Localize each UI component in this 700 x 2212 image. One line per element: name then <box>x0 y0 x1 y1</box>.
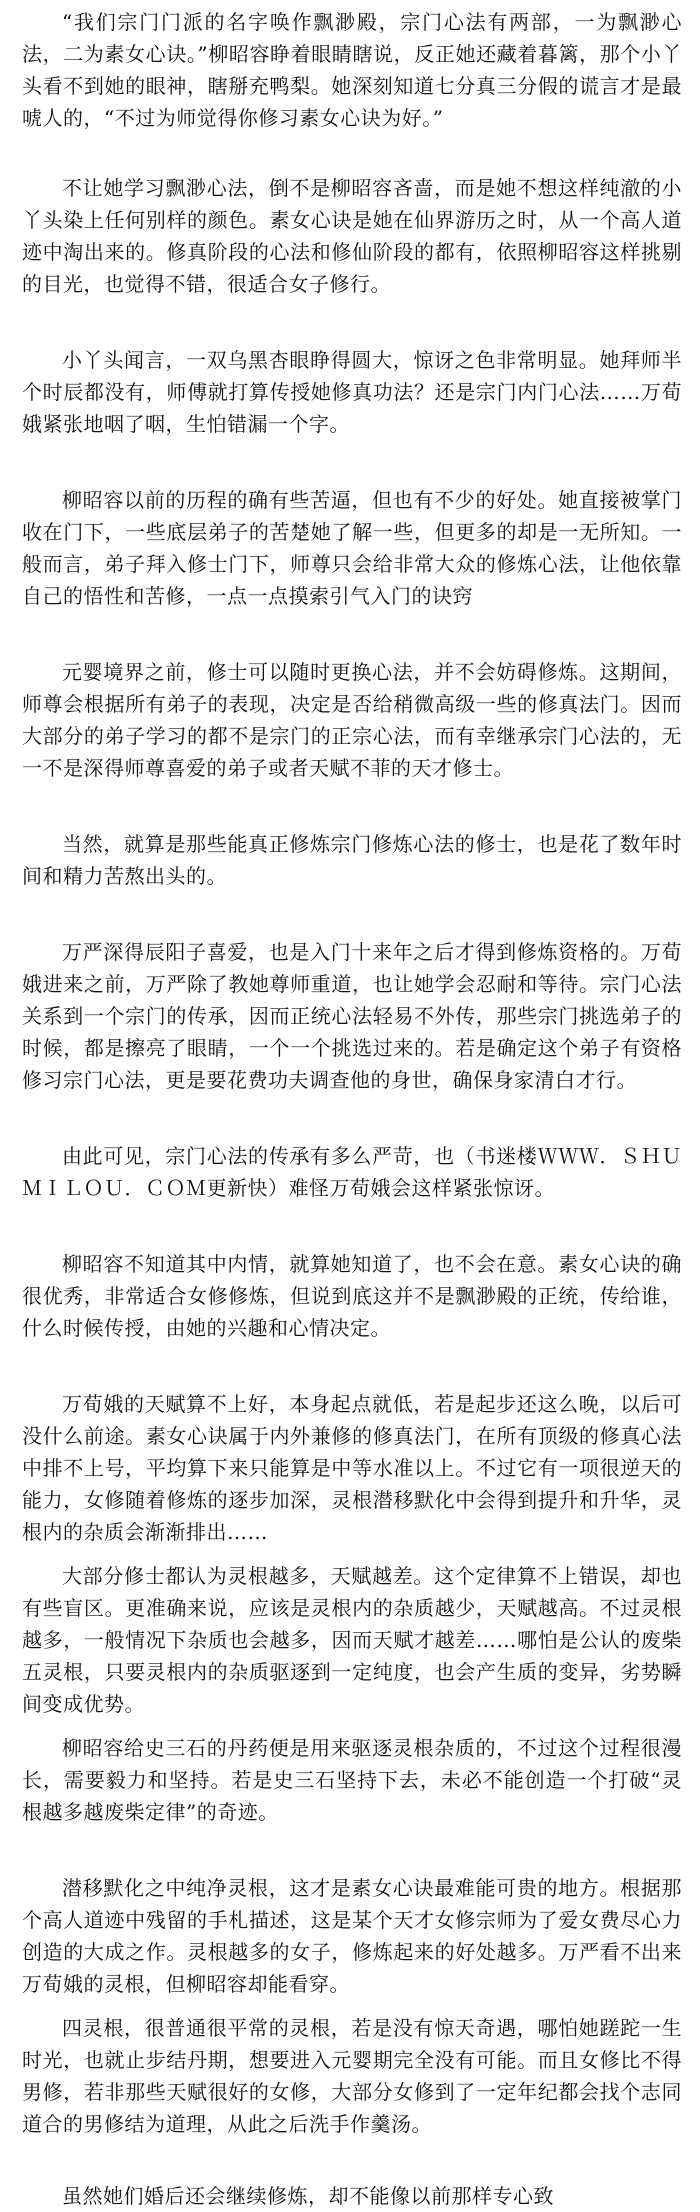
paragraph-12: 柳昭容给史三石的丹药便是用来驱逐灵根杂质的，不过这个过程很漫长，需要毅力和坚持。若是史三石坚持下去，未必不能创造一个打破“灵根越多越废柴定律”的奇迹。 <box>22 1736 682 1824</box>
paragraph-1: “我们宗门门派的名字唤作飘渺殿，宗门心法有两部，一为飘渺心法，二为素女心诀。”柳昭容睁着眼睛瞎说，反正她还藏着暮篱，那个小丫头看不到她的眼神，瞎掰充鸭梨。她深刻知道七分真三分假的谎言才是最唬人的，“不过为师觉得你修习素女心诀为好。” <box>22 10 682 130</box>
paragraph-15: 虽然她们婚后还会继续修炼，却不能像以前那样专心致 <box>62 2184 554 2208</box>
paragraph-10: 万荀娥的天赋算不上好，本身起点就低，若是起步还这么晚，以后可没什么前途。素女心诀属于内外兼修的修真法门，在所有顶级的修真心法中排不上号，平均算下来只能算是中等水准以上。不过它有一项很逆天的能力，女修随着修炼的逐步加深，灵根潜移默化中会得到提升和升华，灵根内的杂质会渐渐排出…… <box>22 1392 682 1544</box>
paragraph-7: 万严深得辰阳子喜爱，也是入门十来年之后才得到修炼资格的。万荀娥进来之前，万严除了教她尊师重道，也让她学会忍耐和等待。宗门心法关系到一个宗门的传承，因而正统心法轻易不外传，那些宗门挑选弟子的时候，都是擦亮了眼睛，一个一个挑选过来的。若是确定这个弟子有资格修习宗门心法，更是要花费功夫调查他的身世，确保身家清白才行。 <box>22 940 682 1092</box>
paragraph-8: 由此可见，宗门心法的传承有多么严苛，也（书迷楼ＷＷＷ．ＳＨＵＭＩＬＯＵ．ＣＯＭ更新快）难怪万荀娥会这样紧张惊讶。 <box>22 1144 682 1200</box>
paragraph-2: 不让她学习飘渺心法，倒不是柳昭容吝啬，而是她不想这样纯澈的小丫头染上任何别样的颜色。素女心诀是她在仙界游历之时，从一个高人道迹中淘出来的。修真阶段的心法和修仙阶段的都有，依照柳昭容这样挑剔的目光，也觉得不错，很适合女子修行。 <box>22 176 682 296</box>
paragraph-5: 元婴境界之前，修士可以随时更换心法，并不会妨碍修炼。这期间，师尊会根据所有弟子的表现，决定是否给稍微高级一些的修真法门。因而大部分的弟子学习的都不是宗门的正宗心法，而有幸继承宗门心法的，无一不是深得师尊喜爱的弟子或者天赋不菲的天才修士。 <box>22 660 682 780</box>
paragraph-6: 当然，就算是那些能真正修炼宗门修炼心法的修士，也是花了数年时间和精力苦熬出头的。 <box>22 832 682 888</box>
paragraph-11: 大部分修士都认为灵根越多，天赋越差。这个定律算不上错误，却也有些盲区。更准确来说，应该是灵根内的杂质越少，天赋越高。不过灵根越多，一般情况下杂质也会越多，因而天赋才越差……哪怕是公认的废柴五灵根，只要灵根内的杂质驱逐到一定纯度，也会产生质的变异，劣势瞬间变成优势。 <box>22 1564 682 1716</box>
paragraph-9: 柳昭容不知道其中内情，就算她知道了，也不会在意。素女心诀的确很优秀，非常适合女修修炼，但说到底这并不是飘渺殿的正统，传给谁，什么时候传授，由她的兴趣和心情决定。 <box>22 1252 682 1340</box>
paragraph-3: 小丫头闻言，一双乌黑杏眼睁得圆大，惊讶之色非常明显。她拜师半个时辰都没有，师傅就打算传授她修真功法？还是宗门内门心法……万荀娥紧张地咽了咽，生怕错漏一个字。 <box>22 348 682 436</box>
paragraph-14: 四灵根，很普通很平常的灵根，若是没有惊天奇遇，哪怕她蹉跎一生时光，也就止步结丹期，想要进入元婴期完全没有可能。而且女修比不得男修，若非那些天赋很好的女修，大部分女修到了一定年纪都会找个志同道合的男修结为道理，从此之后洗手作羹汤。 <box>22 2016 682 2136</box>
paragraph-13: 潜移默化之中纯净灵根，这才是素女心诀最难能可贵的地方。根据那个高人道迹中残留的手札描述，这是某个天才女修宗师为了爱女费尽心力创造的大成之作。灵根越多的女子，修炼起来的好处越多。万严看不出来万荀娥的灵根，但柳昭容却能看穿。 <box>22 1876 682 1996</box>
paragraph-4: 柳昭容以前的历程的确有些苦逼，但也有不少的好处。她直接被掌门收在门下，一些底层弟子的苦楚她了解一些，但更多的却是一无所知。一般而言，弟子拜入修士门下，师尊只会给非常大众的修炼心法，让他依靠自己的悟性和苦修，一点一点摸索引气入门的诀窍 <box>22 488 682 608</box>
